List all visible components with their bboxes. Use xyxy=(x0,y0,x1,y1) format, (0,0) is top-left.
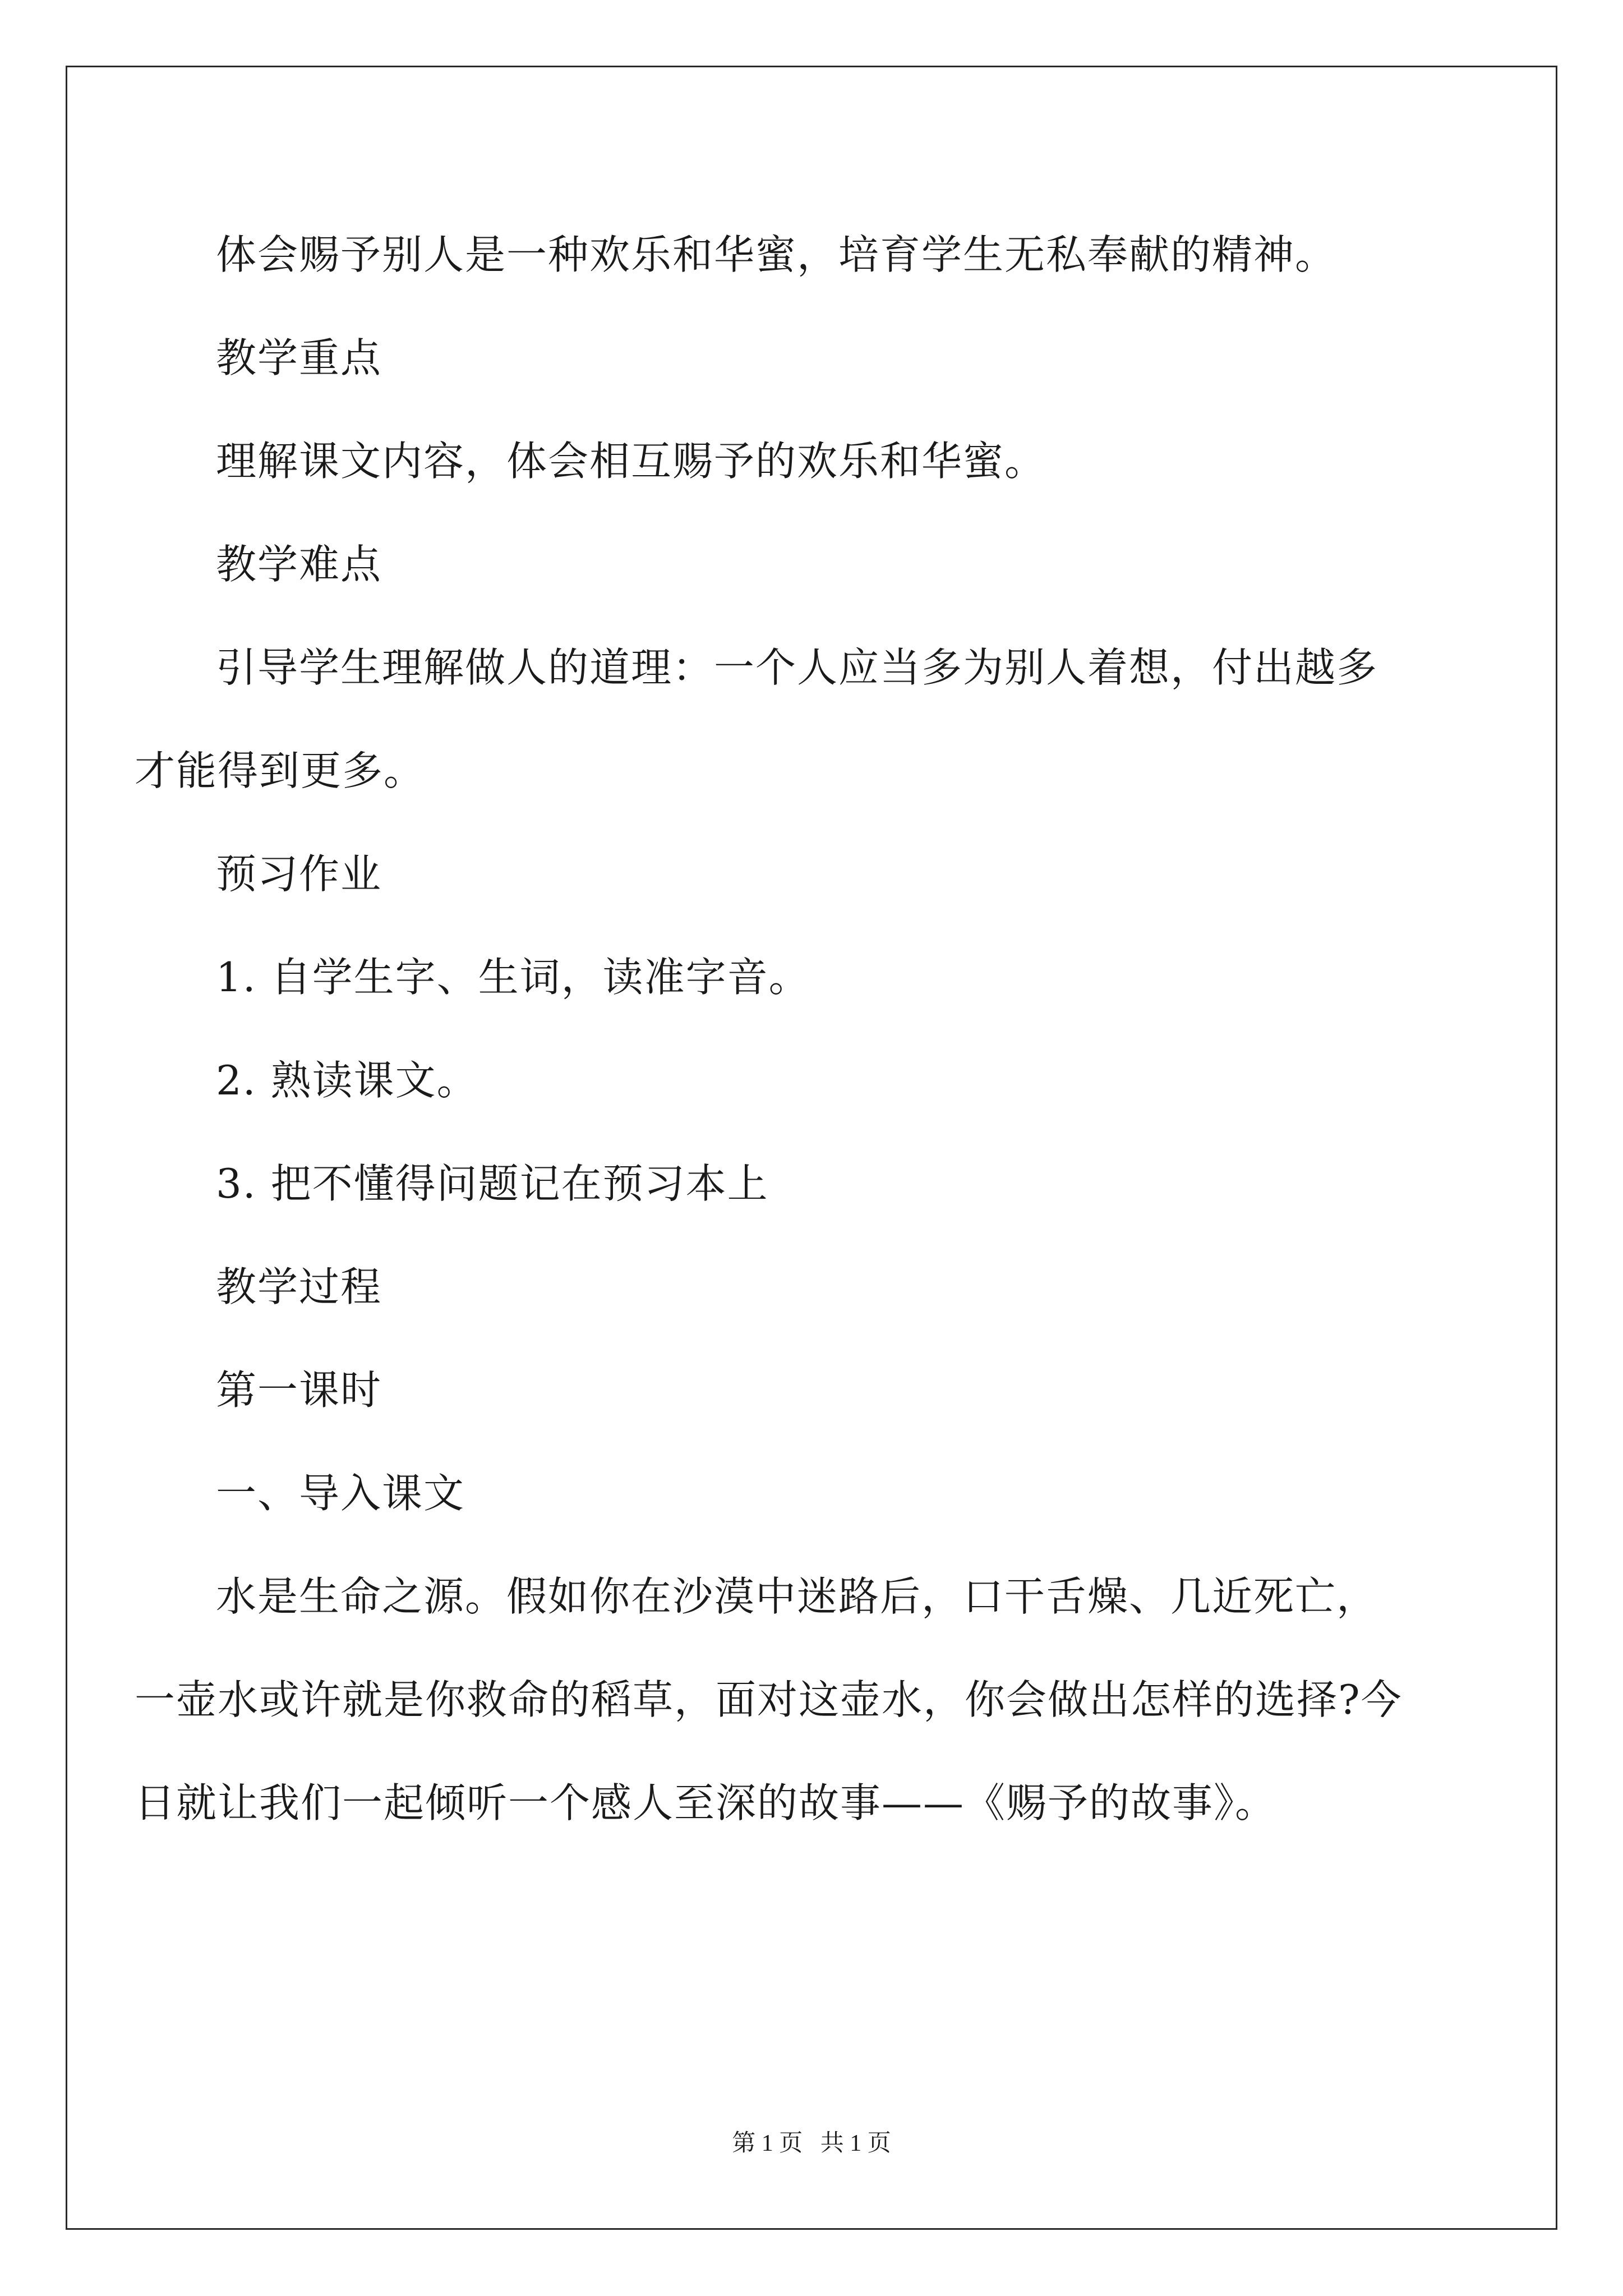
paragraph-line: 水是生命之源。假如你在沙漠中迷路后，口干舌燥、几近死亡， xyxy=(216,1573,1378,1620)
paragraph-line: 一壶水或许就是你救命的稻草，面对这壶水，你会做出怎样的选择?今 xyxy=(135,1676,1403,1723)
section-heading: 教学难点 xyxy=(216,541,382,588)
section-heading: 第一课时 xyxy=(216,1366,382,1414)
section-heading: 预习作业 xyxy=(216,850,382,898)
paragraph-line: 日就让我们一起倾听一个感人至深的故事——《赐予的故事》。 xyxy=(135,1779,1277,1826)
paragraph-line: 才能得到更多。 xyxy=(135,747,426,794)
list-item: 1. 自学生字、生词，读准字音。 xyxy=(216,954,810,1001)
page-number: 第 1 页 共 1 页 xyxy=(732,2131,891,2156)
section-heading: 教学重点 xyxy=(216,334,382,381)
paragraph-line: 体会赐予别人是一种欢乐和华蜜，培育学生无私奉献的精神。 xyxy=(216,231,1337,278)
list-item: 3. 把不懂得问题记在预习本上 xyxy=(216,1160,769,1207)
paragraph-line: 理解课文内容，体会相互赐予的欢乐和华蜜。 xyxy=(216,438,1046,485)
section-heading: 教学过程 xyxy=(216,1263,382,1310)
paragraph-line: 引导学生理解做人的道理：一个人应当多为别人着想，付出越多 xyxy=(216,644,1378,691)
section-heading: 一、导入课文 xyxy=(216,1470,465,1517)
list-item: 2. 熟读课文。 xyxy=(216,1057,478,1104)
page-border xyxy=(66,66,1557,2230)
